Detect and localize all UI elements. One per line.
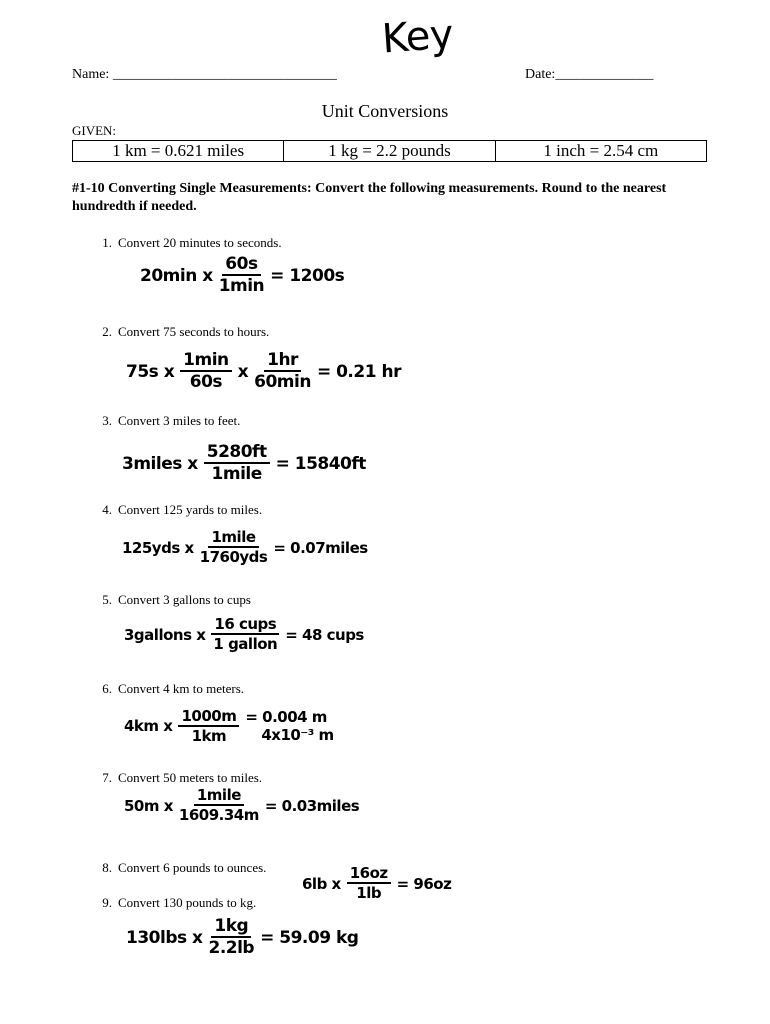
given-label: GIVEN: xyxy=(72,123,117,138)
question-9: 9. Convert 130 pounds to kg. xyxy=(102,895,257,910)
given-table xyxy=(72,140,707,162)
name-field: Name: ________________________________ xyxy=(72,67,337,82)
work-1: 20min x $\frac{60s}{1\min}$ = 1200s xyxy=(140,254,345,296)
fraction: $\frac{1kg}{2.2lb}$ xyxy=(208,916,255,958)
fraction: $\frac{1000m}{1km}$ xyxy=(178,709,239,744)
fraction: $\frac{1\min}{60s}$ xyxy=(180,352,231,391)
work-3: 3miles x $\frac{5280ft}{\text{1mile}}$ = 15840ft xyxy=(122,442,366,484)
fraction: $\frac{\text{16 cups}}{\text{1 gallon}}$ xyxy=(211,617,279,652)
question-3: 3. Convert 3 miles to feet. xyxy=(102,413,241,428)
page-title: Unit Conversions xyxy=(321,101,449,121)
work-4: 125yds x $\frac{\text{1mile}}{\text{1760yds}}$ = 0.07miles xyxy=(122,528,368,566)
instructions: #1-10 Converting Single Measurements: Convert the following measurements. Round to the nearest hundredth if needed. xyxy=(72,181,667,214)
question-8: 8. Convert 6 pounds to ounces. xyxy=(102,860,267,875)
fraction: $\frac{1hr}{60\min}$ xyxy=(254,350,311,392)
question-4: 4. Convert 125 yards to miles. xyxy=(102,502,263,517)
question-7: 7. Convert 50 meters to miles. xyxy=(102,770,263,785)
work-7: 50m x $\frac{\text{1mile}}{1609.34m}$ = 0.03miles xyxy=(124,786,360,824)
work-8: 6lb x $\frac{16oz}{1lb}$ = 96oz xyxy=(302,864,452,902)
question-1: 1. Convert 20 minutes to seconds. xyxy=(102,235,282,250)
work-5: 3gallons x $\frac{\text{16 cups}}{\text{1 gallon}}$ = 48 cups xyxy=(124,615,364,653)
question-2: 2. Convert 75 seconds to hours. xyxy=(102,324,270,339)
fraction: $\frac{60s}{1\min}$ xyxy=(218,254,265,296)
given-km-miles: 1 km = 0.621 miles xyxy=(73,141,284,162)
answer-key-mark: Key xyxy=(380,11,455,63)
question-5: 5. Convert 3 gallons to cups xyxy=(102,592,251,607)
work-9: 130lbs x $\frac{1kg}{2.2lb}$ = 59.09 kg xyxy=(126,916,359,958)
fraction: $\frac{\text{1mile}}{\text{1760yds}}$ xyxy=(199,528,268,566)
fraction: $\frac{16oz}{1lb}$ xyxy=(347,866,391,901)
given-kg-pounds: 1 kg = 2.2 pounds xyxy=(284,141,495,162)
given-inch-cm: 1 inch = 2.54 cm xyxy=(495,141,706,162)
fraction: $\frac{5280ft}{\text{1mile}}$ xyxy=(204,444,270,483)
fraction: $\frac{\text{1mile}}{1609.34m}$ xyxy=(178,786,259,824)
work-2: 75s x $\frac{1\min}{60s}$ x $\frac{1hr}{60\min}$ = 0.21 hr xyxy=(126,350,401,392)
work-6: 4km x $\frac{1000m}{1km}$ = 0.004 m 4x10⁻³ m xyxy=(124,706,334,745)
date-field: Date:______________ xyxy=(525,67,654,82)
question-6: 6. Convert 4 km to meters. xyxy=(102,681,245,696)
